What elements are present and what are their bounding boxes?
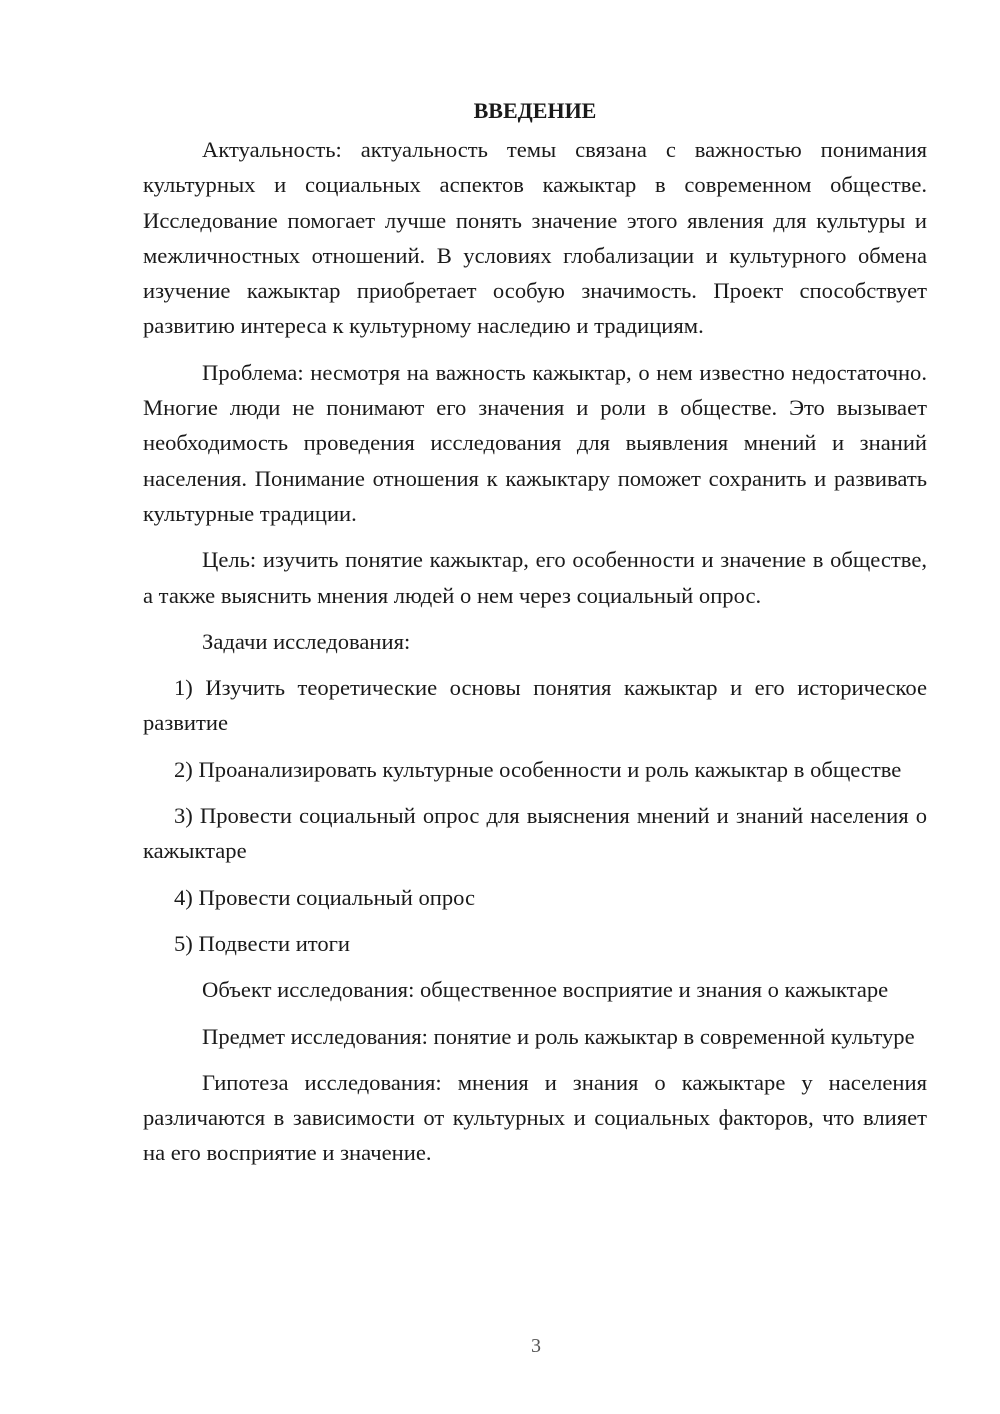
paragraph-hypothesis: Гипотеза исследования: мнения и знания о кажыктаре у населения различаются в зависимости от культурных и социальных факторов, что влияет на его восприятие и значение.	[143, 1069, 927, 1166]
paragraph-object: Объект исследования: общественное восприятие и знания о кажыктаре	[202, 977, 889, 1003]
task-item-2: 2) Проанализировать культурные особенности и роль кажыктар в обществе	[174, 756, 902, 782]
task-item-1: 1) Изучить теоретические основы понятия кажыктар и его историческое развитие	[143, 675, 927, 736]
paragraph-relevance: Актуальность: актуальность темы связана с важностью понимания культурных и социальных аспектов кажыктар в современном обществе. Исследование помогает лучше понять значение этого явления для культуры и межличностных отношений. В условиях глобализации и культурного обмена изучение кажыктар приобретает особую значимость. Проект способствует развитию интереса к культурному наследию и традициям.	[143, 137, 927, 339]
task-item-4: 4) Провести социальный опрос	[174, 884, 476, 910]
task-item-3: 3) Провести социальный опрос для выяснения мнений и знаний населения о кажыктаре	[143, 803, 927, 864]
task-item-5: 5) Подвести итоги	[174, 930, 351, 956]
paragraph-goal: Цель: изучить понятие кажыктар, его особенности и значение в обществе, а также выяснить мнения людей о нем через социальный опрос.	[143, 547, 927, 608]
page-number: 3	[531, 1335, 541, 1357]
paragraph-subject: Предмет исследования: понятие и роль кажыктар в современной культуре	[202, 1023, 915, 1049]
document-page	[143, 96, 927, 1171]
section-title: ВВЕДЕНИЕ	[473, 98, 597, 123]
tasks-heading: Задачи исследования:	[202, 628, 411, 654]
paragraph-problem: Проблема: несмотря на важность кажыктар, о нем известно недостаточно. Многие люди не понимают его значения и роли в обществе. Это вызывает необходимость проведения исследования для выявления мнений и знаний населения. Понимание отношения к кажыктару поможет сохранить и развивать культурные традиции.	[143, 359, 927, 526]
